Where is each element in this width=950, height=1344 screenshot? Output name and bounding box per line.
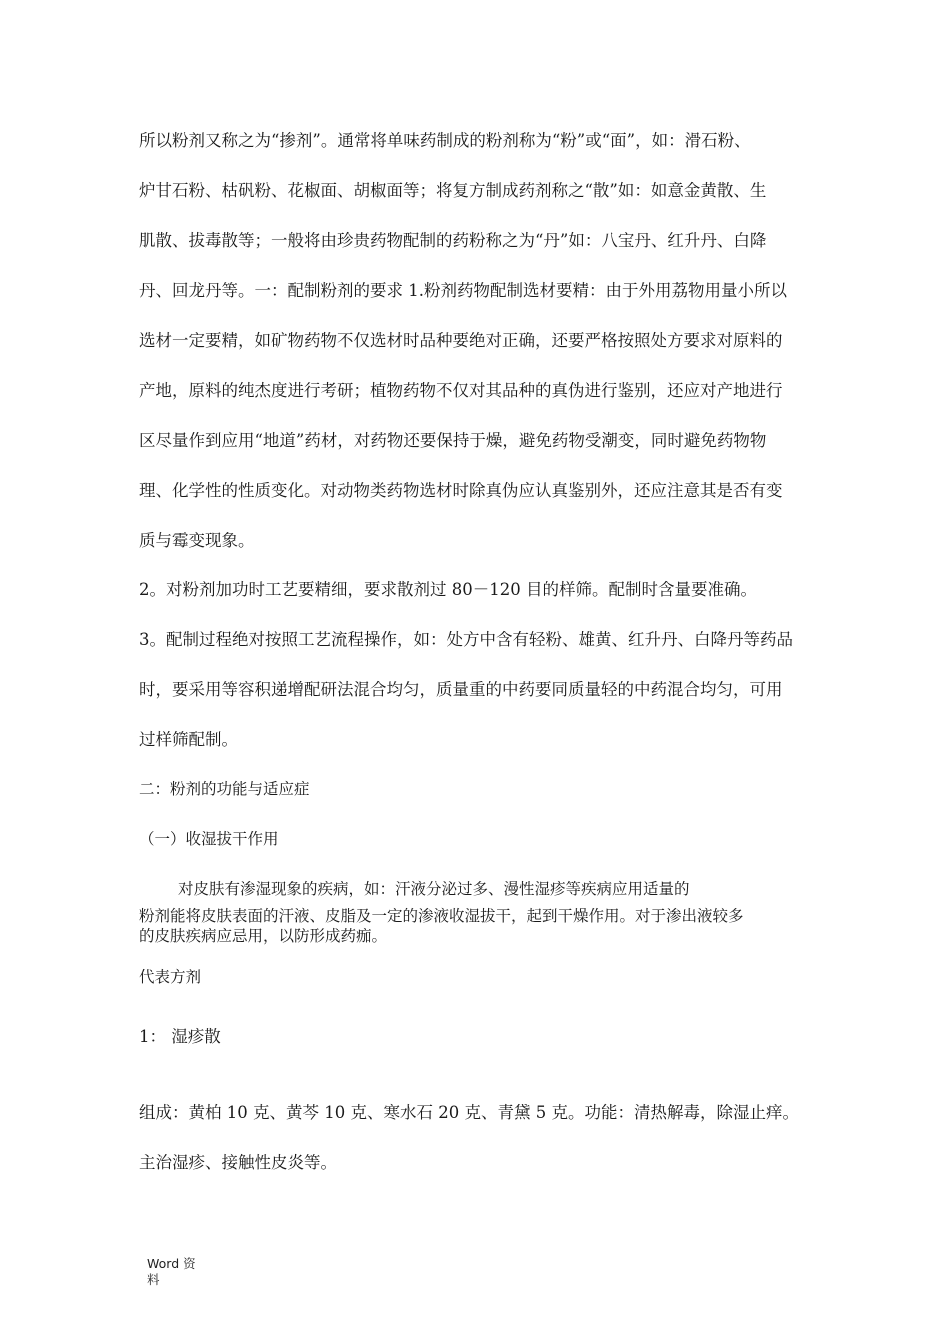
paragraph-line: 选材一定要精，如矿物药物不仅选材时品种要绝对正确，还要严格按照处方要求对原料的 [139,331,783,350]
formula-title: 1： 湿疹散 [139,1027,221,1046]
paragraph-line: 肌散、拔毒散等；一般将由珍贵药物配制的药粉称之为“丹”如：八宝丹、红升丹、白降 [139,231,767,250]
paragraph-line: 区尽量作到应用“地道”药材，对药物还要保持于燥，避免药物受潮变，同时避免药物物 [139,431,767,450]
footer-line: 料 [147,1272,160,1287]
subsection-heading: （一）收湿拔干作用 [139,830,279,848]
paragraph-line: 对皮肤有渗湿现象的疾病，如：汗液分泌过多、漫性湿疹等疾病应用适量的 [178,880,690,898]
paragraph-line: 的皮肤疾病应忌用，以防形成药痂。 [139,927,388,945]
representative-label: 代表方剂 [139,968,202,986]
paragraph-line: 炉甘石粉、枯矾粉、花椒面、胡椒面等；将复方制成药剂称之“散”如：如意金黄散、生 [139,181,767,200]
composition-line: 组成：黄柏 10 克、黄芩 10 克、寒水石 20 克、青黛 5 克。功能：清热解毒，除湿止痒。 [139,1103,799,1122]
footer-line: Word 资 [147,1256,196,1271]
paragraph-line: 质与霉变现象。 [139,531,255,550]
section-heading: 二：粉剂的功能与适应症 [139,780,310,798]
list-item-3-line: 过样筛配制。 [139,730,238,749]
paragraph-line: 所以粉剂又称之为“掺剂”。通常将单味药制成的粉剂称为“粉”或“面”，如：滑石粉、 [139,131,751,150]
list-item-2: 2。对粉剂加功时工艺要精细，要求散剂过 80－120 目的样筛。配制时含量要准确。 [139,580,757,599]
list-item-3-line: 时，要采用等容积递增配研法混合均匀，质量重的中药要同质量轻的中药混合均匀，可用 [139,680,783,699]
paragraph-line: 粉剂能将皮肤表面的汗液、皮脂及一定的渗液收湿拔干，起到干燥作用。对于渗出液较多 [139,907,744,925]
paragraph-line: 产地，原料的纯杰度进行考研；植物药物不仅对其品种的真伪进行鉴别，还应对产地进行 [139,381,783,400]
composition-line: 主治湿疹、接触性皮炎等。 [139,1153,337,1172]
page-footer [147,1256,196,1288]
list-item-3-line: 3。配制过程绝对按照工艺流程操作，如：处方中含有轻粉、雄黄、红升丹、白降丹等药品 [139,630,793,649]
paragraph-line: 理、化学性的性质变化。对动物类药物选材时除真伪应认真鉴别外，还应注意其是否有变 [139,481,783,500]
paragraph-line: 丹、回龙丹等。一：配制粉剂的要求 1.粉剂药物配制选材要精：由于外用荔物用量小所以 [139,281,787,300]
